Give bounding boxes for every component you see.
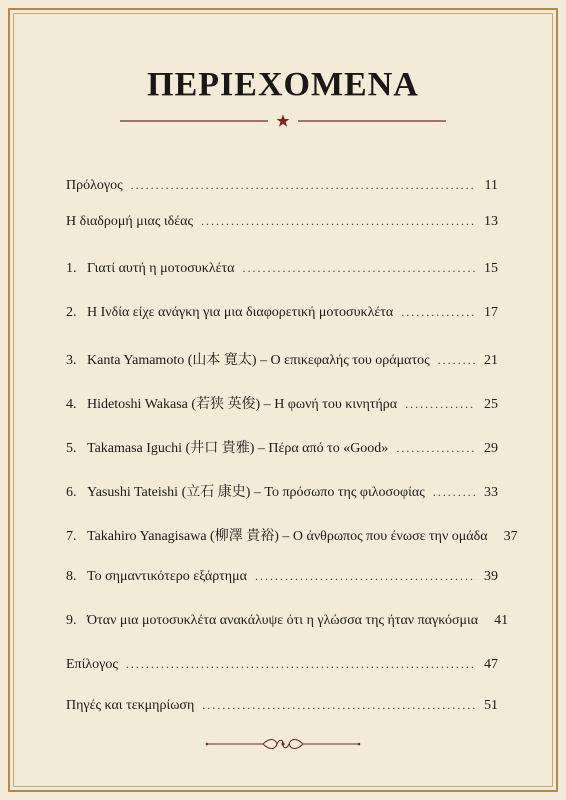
- toc-entry-page: 13: [484, 214, 498, 229]
- toc-leader-dots: [438, 353, 476, 368]
- title-divider: [120, 114, 446, 128]
- toc-entry-page: 51: [484, 698, 498, 713]
- toc-entry-label: Η διαδρομή μιας ιδέας: [66, 214, 193, 229]
- flourish-icon: [205, 735, 361, 753]
- toc-leader-dots: [396, 441, 476, 456]
- toc-entry-chapter-3[interactable]: [66, 349, 498, 369]
- toc-entry-page: 17: [484, 305, 498, 320]
- toc-entry-sources[interactable]: [66, 698, 498, 718]
- toc-entry-label: Όταν μια μοτοσυκλέτα ανακάλυψε ότι η γλώσσα της ήταν παγκόσμια: [87, 613, 479, 628]
- toc-entry-prologue[interactable]: [66, 178, 498, 198]
- toc-entry-number: 6.: [66, 485, 77, 500]
- toc-entry-chapter-7[interactable]: [66, 525, 518, 545]
- toc-leader-dots: [401, 305, 476, 320]
- toc-entry-number: 3.: [66, 353, 77, 368]
- toc-entry-label: Yasushi Tateishi (立石 康史) – Το πρόσωπο της φιλοσοφίας: [87, 485, 425, 500]
- toc-entry-number: 4.: [66, 397, 77, 412]
- toc-leader-dots: [255, 569, 476, 584]
- toc-entry-number: 1.: [66, 261, 77, 276]
- page-title: ΠΕΡΙΕΧΟΜΕΝΑ: [147, 66, 419, 103]
- toc-entry-label: Takahiro Yanagisawa (柳澤 貴裕) – Ο άνθρωπος που ένωσε την ομάδα: [87, 529, 488, 544]
- toc-entry-label: Επίλογος: [66, 657, 118, 672]
- toc-entry-chapter-5[interactable]: [66, 437, 498, 457]
- toc-leader-dots: [242, 261, 476, 276]
- toc-entry-label: Πηγές και τεκμηρίωση: [66, 698, 195, 713]
- toc-entry-number: 7.: [66, 529, 77, 544]
- toc-entry-label: Το σημαντικότερο εξάρτημα: [87, 569, 247, 584]
- toc-entry-number: 2.: [66, 305, 77, 320]
- toc-leader-dots: [405, 397, 476, 412]
- toc-leader-dots: [131, 178, 476, 193]
- toc-entry-page: 15: [484, 261, 498, 276]
- toc-entry-number: 5.: [66, 441, 77, 456]
- toc-entry-label: Hidetoshi Wakasa (若狭 英俊) – Η φωνή του κινητήρα: [87, 397, 398, 412]
- toc-entry-page: 37: [503, 529, 518, 544]
- toc-entry-chapter-4[interactable]: [66, 393, 498, 413]
- toc-entry-chapter-9[interactable]: [66, 613, 509, 633]
- toc-entry-chapter-2[interactable]: [66, 305, 498, 325]
- toc-entry-label: Η Ινδία είχε ανάγκη για μια διαφορετική μοτοσυκλέτα: [87, 305, 394, 320]
- toc-entry-chapter-6[interactable]: [66, 481, 498, 501]
- toc-entry-page: 11: [484, 178, 498, 193]
- toc-entry-page: 25: [484, 397, 498, 412]
- toc-entry-chapter-8[interactable]: [66, 569, 498, 589]
- toc-entry-label: Γιατί αυτή η μοτοσυκλέτα: [87, 261, 235, 276]
- toc-leader-dots: [126, 657, 476, 672]
- toc-entry-label: Πρόλογος: [66, 178, 123, 193]
- toc-entry-label: Kanta Yamamoto (山本 寛太) – Ο επικεφαλής του οράματος: [87, 353, 430, 368]
- toc-entry-page: 41: [494, 613, 509, 628]
- toc-entry-chapter-1[interactable]: [66, 261, 498, 281]
- toc-leader-dots: [433, 485, 476, 500]
- toc-leader-dots: [201, 214, 476, 229]
- toc-entry-page: 21: [484, 353, 498, 368]
- toc-entry-page: 29: [484, 441, 498, 456]
- toc-leader-dots: [202, 698, 476, 713]
- toc-entry-page: 47: [484, 657, 498, 672]
- toc-entry-label: Takamasa Iguchi (井口 貴雅) – Πέρα από το «Good»: [87, 441, 389, 456]
- toc-entry-page: 33: [484, 485, 498, 500]
- star-icon: [277, 115, 290, 127]
- toc-entry-epilogue[interactable]: [66, 657, 498, 677]
- toc-entry-page: 39: [484, 569, 498, 584]
- toc-entry-number: 9.: [66, 613, 77, 628]
- toc-entry-idea-journey[interactable]: [66, 214, 498, 234]
- toc-entry-number: 8.: [66, 569, 77, 584]
